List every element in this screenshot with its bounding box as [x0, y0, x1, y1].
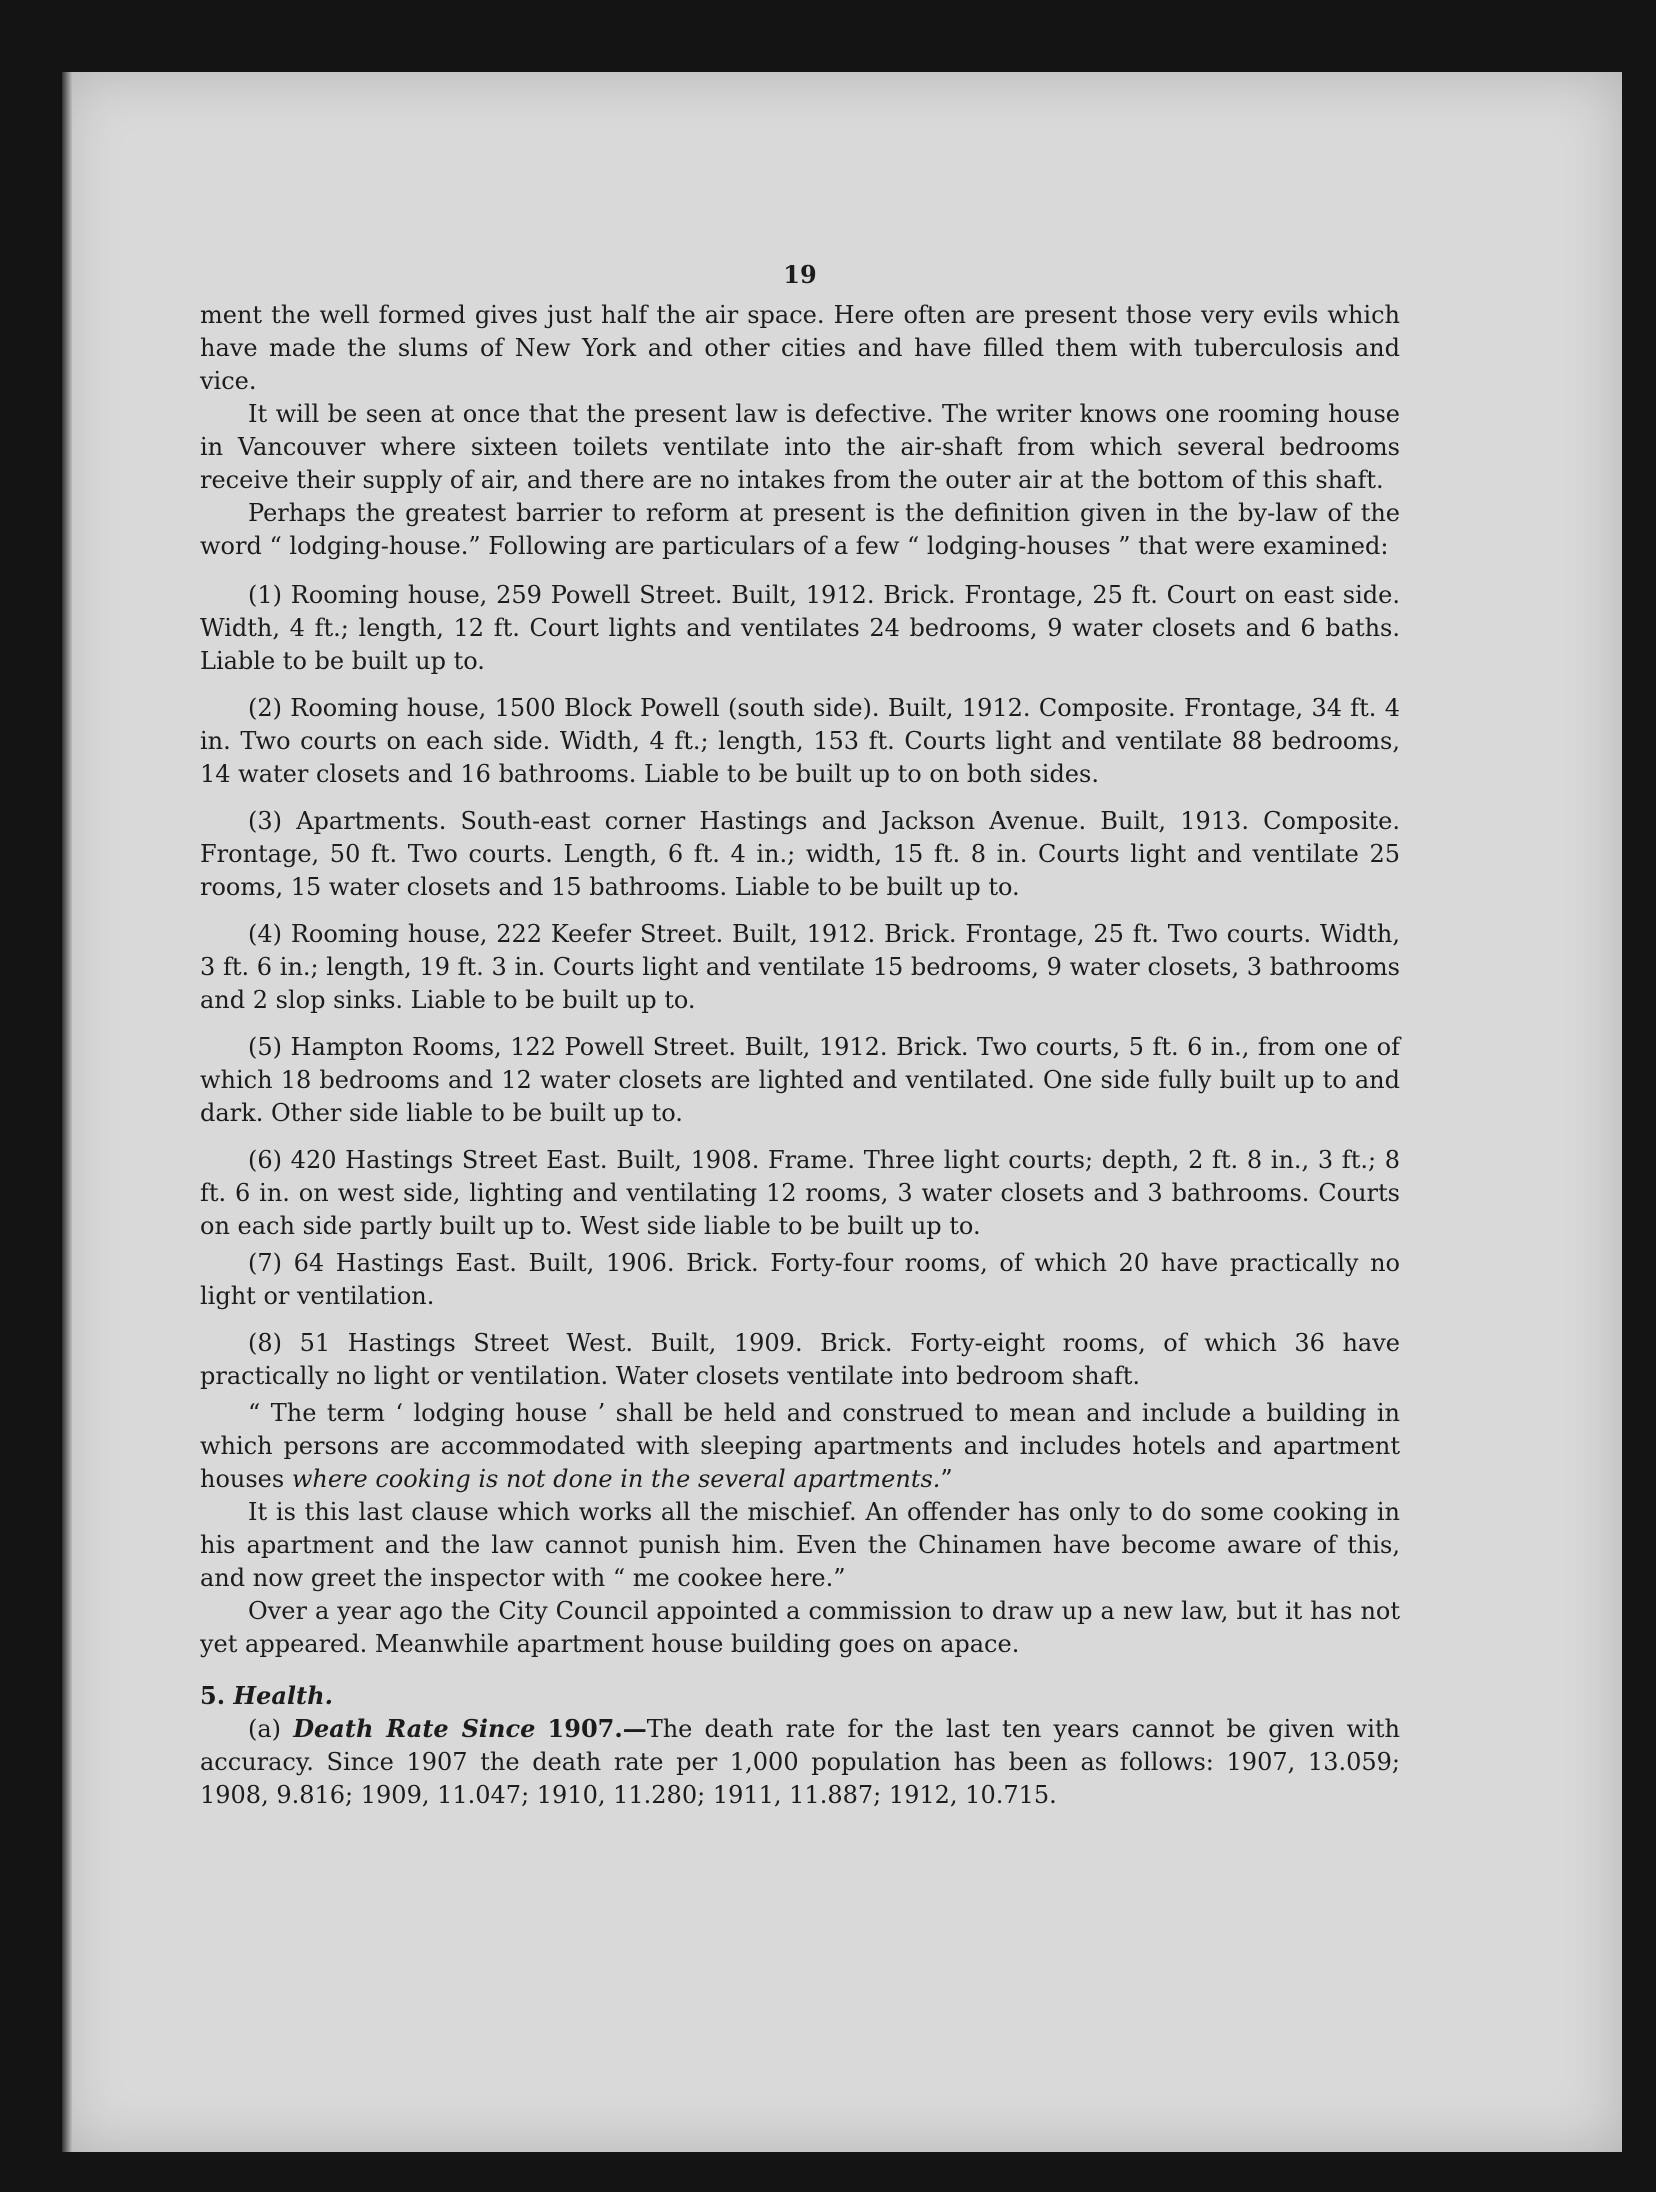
- definition-text: “ The term ‘ lodging house ’ shall be held and construed to mean and include a building in which persons are accommodated with sleeping apartments and includes hotels and apartment houses: [200, 1399, 1400, 1493]
- subsection-text: The death rate for the last ten years cannot be given with accuracy. Since 1907 the death rate per 1,000 population has been as follows: 1907, 13.059; 1908, 9.816; 1909, 11.047; 1910, 11.280; 1911, 11.887; 1912, 10.715.: [200, 1715, 1400, 1809]
- example-entry-8: (8) 51 Hastings Street West. Built, 1909. Brick. Forty-eight rooms, of which 36 have practically no light or ventilation. Water closets ventilate into bedroom shaft.: [200, 1329, 1400, 1390]
- example-entry-6: (6) 420 Hastings Street East. Built, 1908. Frame. Three light courts; depth, 2 ft. 8 in., 3 ft.; 8 ft. 6 in. on west side, lighting and ventilating 12 rooms, 3 water closets and 3 bathrooms. Courts on each side partly built up to. West side liable to be built up to.: [200, 1146, 1400, 1240]
- example-entry-4: (4) Rooming house, 222 Keefer Street. Built, 1912. Brick. Frontage, 25 ft. Two courts. Width, 3 ft. 6 in.; length, 19 ft. 3 in. Courts light and ventilate 15 bedrooms, 9 water closets, 3 bathrooms and 2 slop sinks. Liable to be built up to.: [200, 920, 1400, 1014]
- example-entry-2: (2) Rooming house, 1500 Block Powell (south side). Built, 1912. Composite. Frontage, 34 ft. 4 in. Two courts on each side. Width, 4 ft.; length, 153 ft. Courts light and ventilate 88 bedrooms, 14 water closets and 16 bathrooms. Liable to be built up to on both sides.: [200, 694, 1400, 788]
- example-entry-7: (7) 64 Hastings East. Built, 1906. Brick. Forty-four rooms, of which 20 have practically no light or ventilation.: [200, 1249, 1400, 1310]
- page-number: 19: [783, 260, 817, 289]
- example-entry-3: (3) Apartments. South-east corner Hastings and Jackson Avenue. Built, 1913. Composite. Frontage, 50 ft. Two courts. Length, 6 ft. 4 in.; width, 15 ft. 8 in. Courts light and ventilate 25 rooms, 15 water closets and 15 bathrooms. Liable to be built up to.: [200, 807, 1400, 901]
- example-entry-1: (1) Rooming house, 259 Powell Street. Built, 1912. Brick. Frontage, 25 ft. Court on east side. Width, 4 ft.; length, 12 ft. Court lights and ventilates 24 bedrooms, 9 water closets and 6 baths. Liable to be built up to.: [200, 581, 1400, 675]
- subsection-label: (a): [248, 1715, 282, 1743]
- paragraph-mischief: It is this last clause which works all the mischief. An offender has only to do some cooking in his apartment and the law cannot punish him. Even the Chinamen have become aware of this, and now greet the inspector with “ me cookee here.”: [200, 1498, 1400, 1592]
- paragraph-lodging-house-barrier: Perhaps the greatest barrier to reform at present is the definition given in the by-law of the word “ lodging-house.” Following are particulars of a few “ lodging-houses ” that were examined:: [200, 499, 1400, 560]
- subsection-death-rate: [200, 1712, 1400, 1812]
- paragraph-commission: Over a year ago the City Council appointed a commission to draw up a new law, but it has not yet appeared. Meanwhile apartment house building goes on apace.: [200, 1597, 1400, 1658]
- definition-close-quote: ”: [940, 1465, 953, 1493]
- paragraph-continuation: ment the well formed gives just half the air space. Here often are present those very evils which have made the slums of New York and other cities and have filled them with tuberculosis and vice.: [200, 301, 1400, 395]
- definition-italic-clause: where cooking is not done in the several apartments.: [291, 1465, 941, 1493]
- page-gutter-shadow: [62, 72, 72, 2152]
- section-title: Health.: [233, 1681, 333, 1710]
- bylaw-definition-quote: [200, 1397, 1400, 1496]
- section-number: 5.: [200, 1681, 226, 1710]
- subsection-year: 1907.—: [547, 1714, 647, 1743]
- example-entry-5: (5) Hampton Rooms, 122 Powell Street. Built, 1912. Brick. Two courts, 5 ft. 6 in., from one of which 18 bedrooms and 12 water closets are lighted and ventilated. One side fully built up to and dark. Other side liable to be built up to.: [200, 1033, 1400, 1127]
- section-heading-health: [200, 1679, 1400, 1712]
- subsection-title: Death Rate Since: [293, 1714, 536, 1743]
- paragraph-law-defective: It will be seen at once that the present law is defective. The writer knows one rooming house in Vancouver where sixteen toilets ventilate into the air-shaft from which several bedrooms receive their supply of air, and there are no intakes from the outer air at the bottom of this shaft.: [200, 400, 1400, 494]
- page-content: [200, 258, 1400, 1812]
